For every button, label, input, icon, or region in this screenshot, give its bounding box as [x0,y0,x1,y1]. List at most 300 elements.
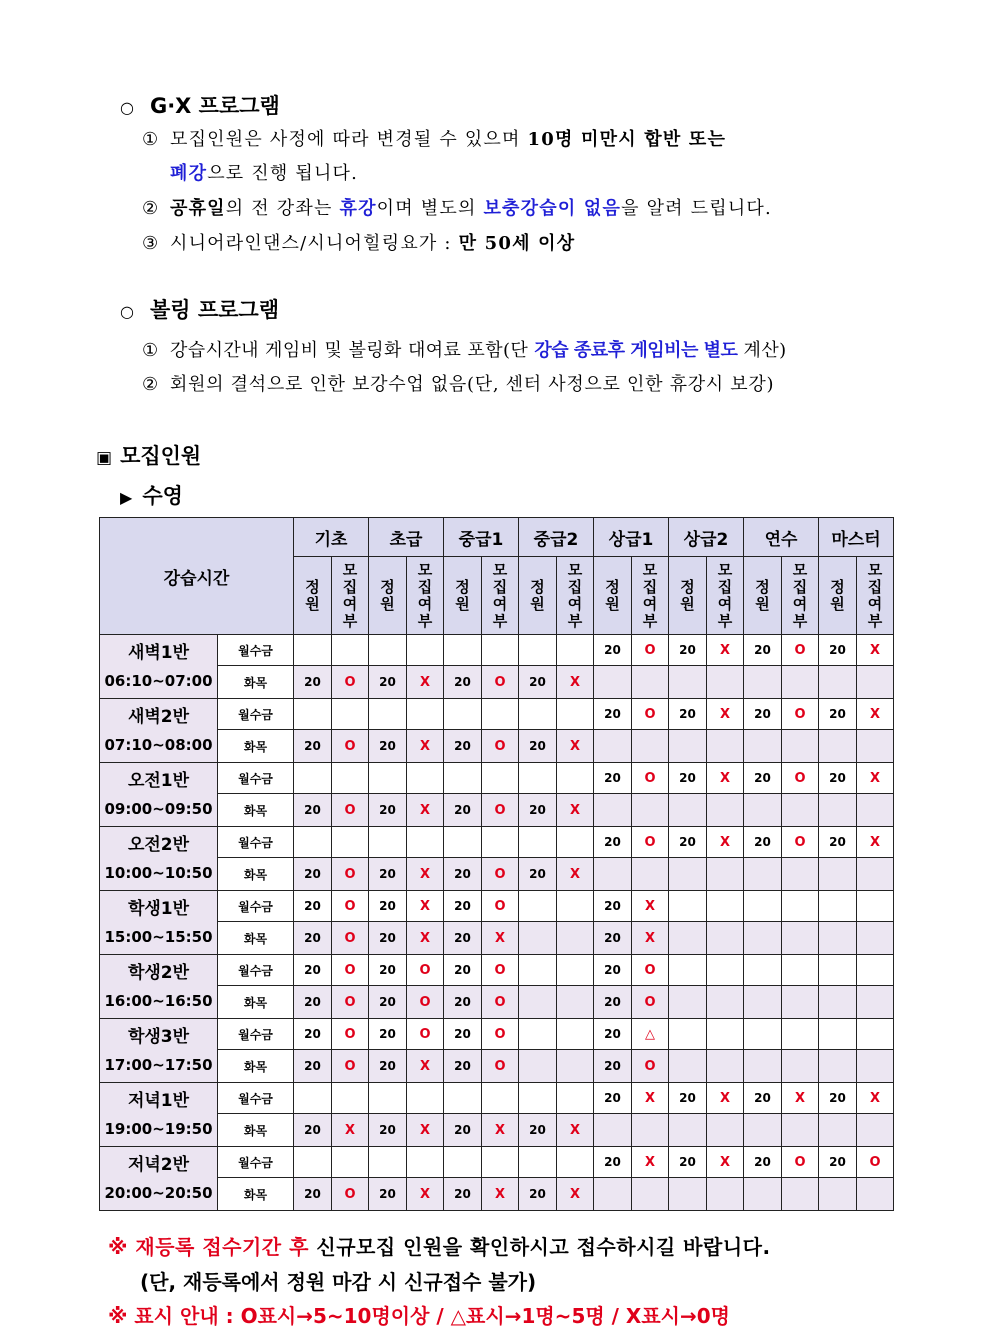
quota-cell: 20 [519,794,557,827]
table-row [100,794,894,827]
status-cell [782,794,819,827]
class-name: 오전1반 [127,770,190,791]
table-row [100,986,894,1019]
status-cell: O [857,1147,894,1178]
subheader-char: 원 [830,594,845,613]
status-subheader [857,557,894,635]
quota-cell [519,1083,557,1114]
status-cell: X [707,1147,744,1178]
quota-cell: 20 [744,1083,782,1114]
quota-cell [369,699,407,730]
status-subheader [482,557,519,635]
quota-cell: 20 [594,1083,632,1114]
subheader-char: 모 [867,560,883,579]
quota-cell: 20 [369,922,407,955]
status-cell: O [332,891,369,922]
note-reregistration: ※ 재등록 접수기간 후 신규모집 인원을 확인하시고 접수하시길 바랍니다. [108,1235,771,1259]
quota-cell [744,1050,782,1083]
status-cell [557,955,594,986]
table-row [100,699,894,730]
subheader-char: 부 [642,611,658,630]
quota-cell [294,1147,332,1178]
table-row [100,763,894,794]
quota-cell [819,986,857,1019]
status-cell [407,763,444,794]
quota-cell: 20 [294,666,332,699]
status-cell: O [482,986,519,1019]
quota-cell: 20 [594,955,632,986]
status-subheader [332,557,369,635]
quota-cell: 20 [594,763,632,794]
status-cell: X [707,827,744,858]
subheader-char: 정 [305,577,320,596]
status-cell [707,858,744,891]
table-row [100,1178,894,1211]
quota-cell: 20 [744,699,782,730]
subheader-char: 여 [567,594,583,613]
quota-cell: 20 [744,827,782,858]
quota-cell [519,827,557,858]
status-cell: X [557,730,594,763]
subheader-char: 원 [755,594,770,613]
status-cell: X [332,1114,369,1147]
subheader-char: 집 [642,577,658,596]
status-cell: X [407,1178,444,1211]
quota-cell [669,1114,707,1147]
quota-cell: 20 [594,827,632,858]
quota-cell [369,1083,407,1114]
table-row [100,827,894,858]
subheader-char: 원 [305,594,320,613]
status-cell: O [482,1050,519,1083]
status-cell [782,1050,819,1083]
level-header: 초급 [369,518,444,557]
status-cell: X [782,1083,819,1114]
status-cell: O [782,635,819,666]
status-cell: X [857,827,894,858]
quota-cell [669,1019,707,1050]
quota-cell [819,730,857,763]
status-cell: X [632,1147,669,1178]
bullet-circle-icon: ○ [120,98,134,117]
subheader-char: 원 [680,594,695,613]
table-row [100,1019,894,1050]
quota-cell [294,763,332,794]
status-cell: O [632,635,669,666]
status-cell [632,794,669,827]
quota-cell [594,1114,632,1147]
quota-cell [369,635,407,666]
subheader-char: 모 [642,560,658,579]
subheader-char: 여 [417,594,433,613]
status-cell: O [482,794,519,827]
quota-cell: 20 [819,827,857,858]
status-cell: O [632,699,669,730]
status-cell [632,858,669,891]
subheader-char: 부 [867,611,883,630]
class-name: 저녁1반 [127,1090,190,1111]
day-cell: 화목 [218,794,294,827]
status-cell [782,666,819,699]
subheader-char: 원 [380,594,395,613]
status-cell: O [332,986,369,1019]
status-cell: X [482,1178,519,1211]
status-cell [707,1114,744,1147]
level-header: 마스터 [819,518,894,557]
status-cell [707,922,744,955]
status-cell: X [557,858,594,891]
subheader-char: 여 [867,594,883,613]
status-cell: X [407,891,444,922]
class-cell [100,955,218,1019]
subheader-char: 모 [792,560,808,579]
status-cell [482,1147,519,1178]
subheader-char: 부 [792,611,808,630]
quota-cell [819,666,857,699]
status-cell: O [632,763,669,794]
quota-cell: 20 [294,1114,332,1147]
status-cell [857,1019,894,1050]
quota-cell: 20 [819,699,857,730]
gx-item-2: ② 공휴일의 전 강좌는 휴강이며 별도의 보충강습이 없음을 알려 드립니다. [142,198,772,219]
subheader-char: 모 [417,560,433,579]
status-cell [332,1083,369,1114]
class-name: 오전2반 [127,834,190,855]
status-subheader [557,557,594,635]
quota-cell: 20 [819,763,857,794]
quota-cell [594,730,632,763]
class-time: 19:00~19:50 [104,1119,213,1138]
subheader-char: 여 [792,594,808,613]
quota-cell: 20 [444,794,482,827]
quota-cell [669,986,707,1019]
quota-cell [444,635,482,666]
quota-cell [519,1019,557,1050]
class-time: 17:00~17:50 [104,1055,213,1074]
table-row [100,1114,894,1147]
quota-cell [444,1083,482,1114]
status-cell [857,955,894,986]
status-cell: O [632,955,669,986]
status-cell [482,763,519,794]
quota-subheader [594,557,632,635]
quota-cell: 20 [594,699,632,730]
quota-cell [744,986,782,1019]
class-time: 10:00~10:50 [104,863,213,882]
table-row [100,891,894,922]
quota-cell [669,794,707,827]
day-cell: 월수금 [218,763,294,794]
status-cell [707,1019,744,1050]
status-cell: X [857,635,894,666]
bowling-item-2: ② 회원의 결석으로 인한 보강수업 없음(단, 센터 사정으로 인한 휴강시 보강) [142,374,775,395]
quota-cell: 20 [669,827,707,858]
status-cell [857,1114,894,1147]
quota-cell [519,699,557,730]
day-cell: 화목 [218,730,294,763]
quota-cell: 20 [444,922,482,955]
status-cell [632,1114,669,1147]
status-cell [557,1050,594,1083]
quota-cell [669,1178,707,1211]
quota-cell: 20 [519,666,557,699]
note-legend: ※ 표시 안내 : O표시→5~10명이상 / △표시→1명~5명 / X표시→0명 [108,1304,730,1328]
status-cell [782,1178,819,1211]
class-name: 학생3반 [127,1026,190,1047]
day-cell: 월수금 [218,1147,294,1178]
status-cell: X [707,635,744,666]
status-cell [707,730,744,763]
status-cell [632,730,669,763]
quota-cell: 20 [669,699,707,730]
subheader-char: 여 [717,594,733,613]
quota-cell: 20 [594,1147,632,1178]
quota-cell [744,858,782,891]
subheader-char: 부 [492,611,508,630]
status-cell [482,635,519,666]
status-cell [332,827,369,858]
quota-cell: 20 [669,763,707,794]
quota-cell [594,794,632,827]
quota-cell: 20 [294,922,332,955]
status-cell: O [482,955,519,986]
status-cell: O [482,666,519,699]
status-cell [407,1147,444,1178]
quota-cell [744,666,782,699]
quota-cell [519,922,557,955]
quota-cell: 20 [294,858,332,891]
quota-subheader [819,557,857,635]
quota-cell: 20 [444,666,482,699]
quota-cell [444,1147,482,1178]
quota-cell [744,1019,782,1050]
quota-cell: 20 [369,955,407,986]
status-cell [557,986,594,1019]
status-cell [857,858,894,891]
quota-cell: 20 [369,1050,407,1083]
day-cell: 월수금 [218,1083,294,1114]
quota-cell [444,827,482,858]
status-cell: O [332,666,369,699]
quota-cell [819,922,857,955]
status-cell [857,730,894,763]
class-time: 20:00~20:50 [104,1183,213,1202]
quota-cell: 20 [369,730,407,763]
subheader-char: 정 [380,577,395,596]
status-cell: X [857,763,894,794]
status-cell: X [857,1083,894,1114]
subheader-char: 정 [830,577,845,596]
table-row [100,955,894,986]
quota-cell: 20 [294,986,332,1019]
status-cell: X [632,891,669,922]
class-time: 16:00~16:50 [104,991,213,1010]
day-cell: 화목 [218,922,294,955]
quota-cell [744,891,782,922]
quota-cell: 20 [444,986,482,1019]
table-row [100,666,894,699]
subheader-char: 정 [680,577,695,596]
quota-cell: 20 [294,1050,332,1083]
status-cell [332,1147,369,1178]
class-name: 새벽2반 [127,706,190,727]
quota-cell: 20 [294,1019,332,1050]
status-cell: O [407,955,444,986]
subheader-char: 여 [492,594,508,613]
day-cell: 월수금 [218,1019,294,1050]
quota-cell [744,1114,782,1147]
quota-cell: 20 [444,955,482,986]
quota-cell [519,635,557,666]
quota-cell: 20 [519,858,557,891]
quota-cell [744,730,782,763]
status-cell [782,858,819,891]
status-cell: X [482,922,519,955]
subheader-char: 정 [755,577,770,596]
class-time: 06:10~07:00 [104,671,213,690]
status-cell [782,955,819,986]
subheader-char: 원 [530,594,545,613]
gx-section-title: ○ G·X 프로그램 [120,94,280,118]
quota-cell: 20 [369,858,407,891]
swim-schedule-table [99,517,894,1211]
note-closing: (단, 재등록에서 정원 마감 시 신규접수 불가) [140,1270,537,1294]
subheader-char: 모 [567,560,583,579]
triangle-arrow-icon: ▶ [120,488,133,507]
gx-item-1-cont: 폐강으로 진행 됩니다. [170,163,359,184]
subheader-char: 집 [867,577,883,596]
level-header: 상급2 [669,518,744,557]
status-cell: X [482,1114,519,1147]
quota-cell: 20 [369,891,407,922]
quota-cell [669,891,707,922]
table-row [100,1050,894,1083]
class-name: 학생2반 [127,962,190,983]
quota-cell [819,1019,857,1050]
status-subheader [632,557,669,635]
class-cell [100,1019,218,1083]
status-cell: O [782,763,819,794]
quota-cell: 20 [294,1178,332,1211]
status-cell: O [332,922,369,955]
status-cell: X [407,666,444,699]
class-cell [100,891,218,955]
quota-cell: 20 [819,635,857,666]
quota-cell: 20 [744,763,782,794]
quota-cell [519,763,557,794]
quota-cell [819,1114,857,1147]
table-row [100,858,894,891]
quota-cell [669,858,707,891]
quota-cell: 20 [444,858,482,891]
table-row [100,922,894,955]
quota-subheader [669,557,707,635]
quota-subheader [294,557,332,635]
gx-item-1: ① 모집인원은 사정에 따라 변경될 수 있으며 10명 미만시 합반 또는 [142,129,727,150]
quota-cell [369,827,407,858]
status-cell: O [332,794,369,827]
class-cell [100,1147,218,1211]
status-cell: X [407,858,444,891]
quota-cell [369,763,407,794]
day-cell: 화목 [218,1178,294,1211]
quota-cell [819,955,857,986]
status-cell [782,730,819,763]
quota-cell: 20 [669,1147,707,1178]
table-row [100,1083,894,1114]
quota-cell: 20 [594,891,632,922]
status-cell [557,1019,594,1050]
bowling-section-title: ○ 볼링 프로그램 [120,298,279,322]
quota-cell: 20 [594,1050,632,1083]
day-cell: 월수금 [218,635,294,666]
quota-cell [594,1178,632,1211]
quota-cell: 20 [594,1019,632,1050]
status-cell: X [557,794,594,827]
subheader-char: 부 [717,611,733,630]
status-cell [407,1083,444,1114]
subheader-char: 집 [342,577,358,596]
day-cell: 월수금 [218,827,294,858]
quota-cell: 20 [369,1019,407,1050]
quota-subheader [519,557,557,635]
table-row [100,730,894,763]
level-header: 연수 [744,518,819,557]
status-subheader [407,557,444,635]
quota-cell [669,1050,707,1083]
status-cell: X [632,1083,669,1114]
subheader-char: 원 [605,594,620,613]
status-cell [782,1019,819,1050]
status-cell: O [482,1019,519,1050]
quota-cell: 20 [594,635,632,666]
status-cell: X [557,1114,594,1147]
gx-item-3: ③ 시니어라인댄스/시니어힐링요가 : 만 50세 이상 [142,233,576,254]
status-cell: O [482,891,519,922]
quota-cell [819,794,857,827]
status-subheader [707,557,744,635]
day-cell: 월수금 [218,891,294,922]
subheader-char: 부 [417,611,433,630]
quota-cell [669,666,707,699]
quota-cell [744,794,782,827]
subheader-char: 집 [717,577,733,596]
status-cell: X [407,794,444,827]
status-cell: O [632,827,669,858]
subheader-char: 여 [342,594,358,613]
status-cell [557,922,594,955]
status-cell: O [482,730,519,763]
quota-cell [519,986,557,1019]
subheader-char: 정 [530,577,545,596]
quota-cell [294,827,332,858]
quota-cell [594,858,632,891]
status-cell: O [782,699,819,730]
status-cell [557,635,594,666]
status-cell: O [482,858,519,891]
status-cell [857,1178,894,1211]
class-time: 15:00~15:50 [104,927,213,946]
quota-cell [594,666,632,699]
status-cell [332,699,369,730]
quota-cell: 20 [819,1083,857,1114]
status-cell [557,1083,594,1114]
day-cell: 화목 [218,1114,294,1147]
subheader-char: 모 [717,560,733,579]
quota-cell: 20 [819,1147,857,1178]
status-cell [857,1050,894,1083]
status-subheader [782,557,819,635]
